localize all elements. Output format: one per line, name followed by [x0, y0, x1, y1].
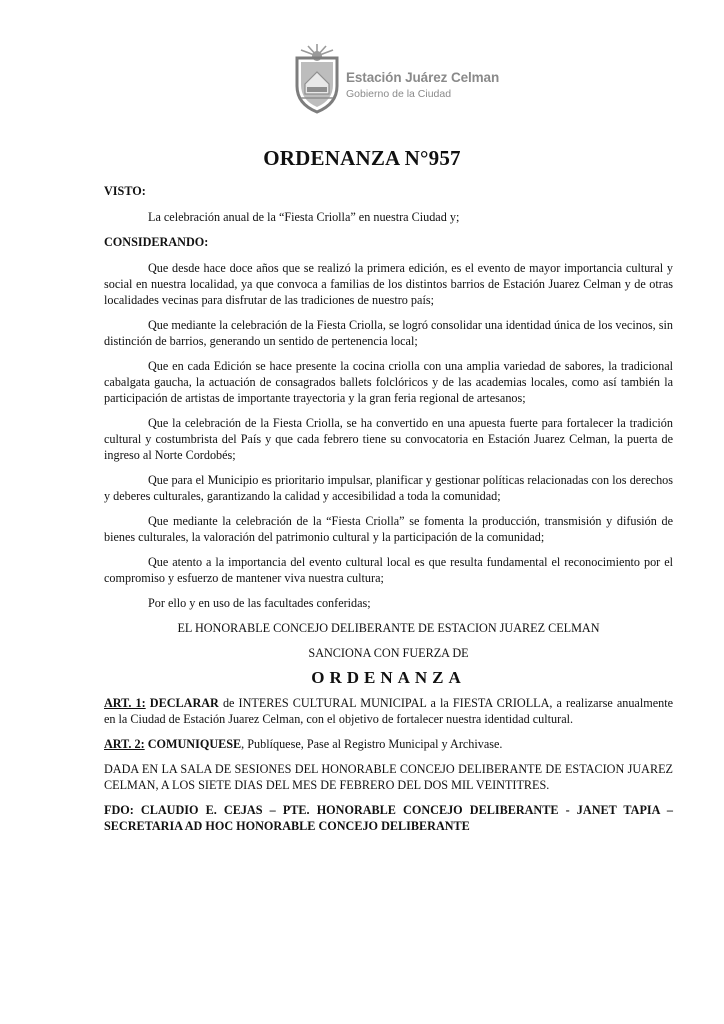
- sanciona-text: SANCIONA CON FUERZA DE: [308, 646, 469, 660]
- visto-text: La celebración anual de la “Fiesta Criolla” en nuestra Ciudad y;: [148, 210, 460, 224]
- considerando-paragraph: Que mediante la celebración de la “Fiesta Criolla” se fomenta la producción, transmisión y difusión de bienes culturales, la valoración del patrimonio cultural y la participación de la comunidad;: [104, 514, 673, 544]
- article-1-label: ART. 1:: [104, 696, 146, 710]
- municipal-logo: [290, 42, 500, 122]
- considerando-paragraph: Que en cada Edición se hace presente la cocina criolla con una amplia variedad de sabores, la tradicional cabalgata gaucha, la actuación de consagrados ballets folclóricos y de las academias locales, como así también la participación de artistas de importante trayectoria y la gran feria regional de artesanos;: [104, 359, 673, 405]
- article-2-text: , Publíquese, Pase al Registro Municipal y Archivase.: [241, 737, 503, 751]
- article-2: [104, 736, 673, 752]
- article-1: [104, 695, 673, 727]
- logo-subtitle: Gobierno de la Ciudad: [346, 88, 452, 100]
- document-title: ORDENANZA N°957: [263, 146, 461, 170]
- dada-text: DADA EN LA SALA DE SESIONES DEL HONORABLE CONCEJO DELIBERANTE DE ESTACION JUAREZ CELMAN, A LOS SIETE DIAS DEL MES DE FEBRERO DEL DOS MIL VEINTITRES.: [104, 762, 673, 792]
- considerando-paragraph: Que la celebración de la Fiesta Criolla, se ha convertido en una apuesta fuerte para fortalecer la tradición cultural y costumbrista del País y que cada febrero tiene su convocatoria en Estación Juarez Celman, la puerta de ingreso al Norte Cordobés;: [104, 416, 673, 462]
- article-2-label: ART. 2:: [104, 737, 145, 751]
- por-ello-text: Por ello y en uso de las facultades conferidas;: [148, 596, 371, 610]
- coat-of-arms-icon: [290, 42, 344, 114]
- considerando-paragraph: Que atento a la importancia del evento cultural local es que resulta fundamental el reconocimiento por el compromiso y esfuerzo de mantener viva nuestra cultura;: [104, 555, 673, 585]
- considerando-paragraph: Que desde hace doce años que se realizó la primera edición, es el evento de mayor importancia cultural y social en nuestra localidad, ya que convoca a familias de los distintos barrios de Estación Juarez Celman y de otras localidades vecinas para disfrutar de las tradiciones de nuestro país;: [104, 261, 673, 307]
- signature-line: FDO: CLAUDIO E. CEJAS – PTE. HONORABLE CONCEJO DELIBERANTE - JANET TAPIA – SECRETARIA AD HOC HONORABLE CONCEJO DELIBERANTE: [104, 803, 673, 833]
- considerando-paragraph: Que mediante la celebración de la Fiesta Criolla, se logró consolidar una identidad única de los vecinos, sin distinción de barrios, generando un sentido de pertenencia local;: [104, 318, 673, 348]
- article-1-text: de INTERES CULTURAL MUNICIPAL a la FIESTA CRIOLLA, a realizarse anualmente en la Ciudad de Estación Juarez Celman, con el objetivo de fortalecer nuestra identidad cultural.: [104, 696, 673, 726]
- logo-name: Estación Juárez Celman: [346, 70, 500, 85]
- article-1-verb: DECLARAR: [149, 696, 219, 710]
- document-body: [104, 183, 673, 843]
- council-name: EL HONORABLE CONCEJO DELIBERANTE DE ESTACION JUAREZ CELMAN: [177, 621, 600, 635]
- article-2-verb: COMUNIQUESE: [147, 737, 242, 751]
- considerando-heading: CONSIDERANDO:: [104, 235, 209, 249]
- considerando-paragraph: Que para el Municipio es prioritario impulsar, planificar y gestionar políticas relacionadas con los derechos y deberes culturales, garantizando la calidad y accesibilidad a toda la comunidad;: [104, 473, 673, 503]
- visto-heading: VISTO:: [104, 184, 146, 198]
- ordenanza-heading: ORDENANZA: [311, 668, 466, 687]
